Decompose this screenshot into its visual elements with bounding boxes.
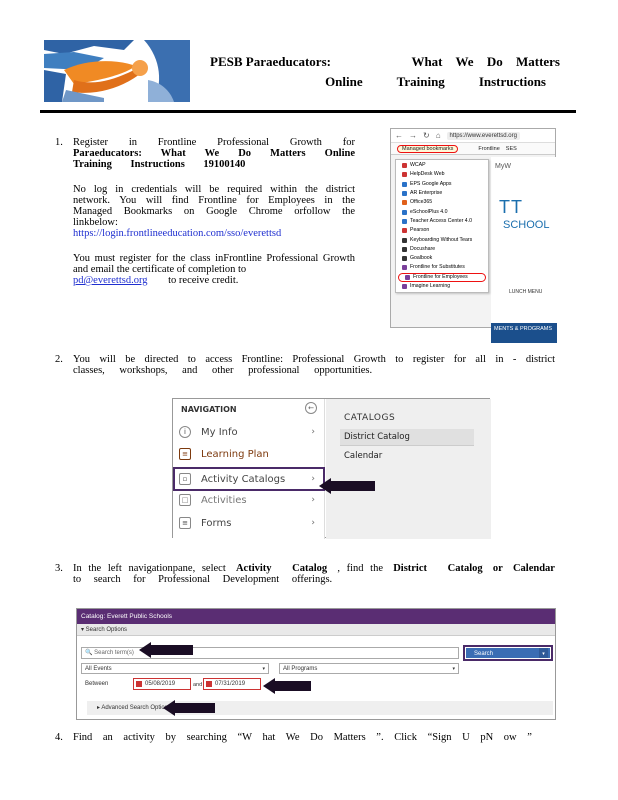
learning-plan-icon: ≡ bbox=[179, 448, 191, 460]
activities-icon: □ bbox=[179, 494, 191, 506]
nav-item-activities[interactable]: □ Activities › bbox=[179, 489, 319, 511]
pointer-arrow-icon bbox=[263, 681, 311, 691]
menu-item[interactable]: Pearson bbox=[396, 226, 488, 235]
school-word: SCHOOL bbox=[503, 219, 550, 231]
event-type-select[interactable]: All Events ▾ bbox=[81, 663, 269, 674]
step-3: 3. In the left navigationpane, select Activity Catalog , find the District Catalog or Calendar to search for Professional Development offerings. bbox=[55, 563, 555, 585]
document-title bbox=[210, 52, 560, 92]
menu-item[interactable]: WCAP bbox=[396, 161, 488, 170]
end-date-field[interactable]: 07/31/2019 bbox=[203, 678, 261, 690]
menu-item[interactable]: Docushare bbox=[396, 245, 488, 254]
catalog-header: Catalog: Everett Public Schools bbox=[77, 609, 555, 624]
menu-item[interactable]: Frontline for Substitutes bbox=[396, 263, 488, 272]
frontline-login-link[interactable]: https://login.frontlineeducation.com/sso/everettsd bbox=[73, 228, 282, 239]
menu-item[interactable]: AR Enterprise bbox=[396, 189, 488, 198]
step2-line1: You will be directed to access Frontline: Professional Growth to register for all in - district bbox=[73, 354, 555, 365]
address-bar[interactable]: https://www.everettsd.org bbox=[447, 132, 520, 140]
step4-text: Find an activity by searching “W hat We Do Matters ”. Click “Sign U pN ow ” bbox=[73, 732, 532, 743]
menu-item[interactable]: Teacher Access Center 4.0 bbox=[396, 217, 488, 226]
bookmark-icon bbox=[402, 228, 407, 233]
district-catalog-item[interactable]: District Catalog bbox=[340, 429, 474, 446]
nav-item-learning-plan[interactable]: ≡ Learning Plan bbox=[179, 443, 319, 465]
chevron-right-icon: › bbox=[311, 495, 315, 505]
catalog-screenshot bbox=[76, 608, 556, 720]
forward-arrow-icon[interactable]: → bbox=[409, 131, 417, 140]
menu-item[interactable]: Keyboarding Without Tears bbox=[396, 235, 488, 244]
between-label: Between bbox=[85, 681, 109, 687]
step-number: 4. bbox=[55, 732, 63, 743]
pointer-arrow-icon bbox=[163, 703, 215, 713]
navigation-pane bbox=[173, 399, 325, 539]
document-subtitle: Online Training Instructions bbox=[325, 74, 546, 89]
browser-screenshot bbox=[390, 128, 556, 332]
bookmark-icon bbox=[402, 219, 407, 224]
navigation-heading: NAVIGATION bbox=[181, 405, 237, 414]
nav-item-activity-catalogs[interactable]: ▫ Activity Catalogs › bbox=[179, 468, 319, 490]
programs-banner: MENTS & PROGRAMS bbox=[491, 323, 557, 343]
pointer-arrow-icon bbox=[319, 481, 375, 491]
step2-line2: classes, workshops, and other professional opportunities. bbox=[73, 365, 373, 376]
step1-line1: Register in Frontline Professional Growth for bbox=[73, 137, 355, 148]
menu-item-frontline-employees[interactable]: Frontline for Employees bbox=[398, 273, 486, 282]
title-part-2: What We Do Matters bbox=[411, 54, 560, 69]
bookmark-icon bbox=[402, 172, 407, 177]
back-arrow-icon[interactable]: ← bbox=[395, 131, 403, 140]
bookmark-icon bbox=[402, 200, 407, 205]
info-icon: i bbox=[179, 426, 191, 438]
browser-nav-bar bbox=[391, 129, 555, 143]
chevron-down-icon: ▾ bbox=[262, 666, 265, 672]
step-4 bbox=[55, 732, 555, 743]
advanced-search-toggle[interactable]: ▸ Advanced Search Options bbox=[87, 701, 553, 715]
navigation-screenshot bbox=[172, 398, 490, 538]
search-input[interactable]: 🔍 Search term(s) bbox=[81, 647, 459, 659]
step-1 bbox=[55, 137, 355, 286]
step-number: 3. bbox=[55, 563, 63, 574]
step3-line2: to search for Professional Development offerings. bbox=[73, 574, 333, 585]
catalog-icon: ▫ bbox=[179, 473, 191, 485]
bookmark-icon bbox=[402, 182, 407, 187]
calendar-item[interactable]: Calendar bbox=[344, 451, 383, 461]
step1-paragraph: No log in credentials will be required within the district network. You will find Frontline for Employees in the Managed Bookmarks on Google Chrome orfollow the linkbelow: bbox=[73, 184, 355, 228]
bookmark-icon bbox=[402, 247, 407, 252]
menu-item[interactable]: Imagine Learning bbox=[396, 282, 488, 291]
home-icon[interactable]: ⌂ bbox=[435, 131, 441, 140]
activity-catalogs-highlight bbox=[173, 467, 325, 491]
catalogs-pane bbox=[326, 399, 491, 539]
search-button[interactable]: Search ▾ bbox=[466, 648, 550, 658]
collapse-icon[interactable]: ← bbox=[305, 402, 317, 414]
catalogs-heading: CATALOGS bbox=[344, 413, 396, 423]
dropdown-caret-icon[interactable]: ▾ bbox=[539, 648, 548, 658]
pd-email-link[interactable]: pd@everettsd.org bbox=[73, 275, 148, 286]
bookmark-icon bbox=[402, 265, 407, 270]
bookmark-dropdown bbox=[395, 159, 489, 293]
bookmark-icon bbox=[402, 238, 407, 243]
menu-item[interactable]: Office365 bbox=[396, 198, 488, 207]
chevron-right-icon: › bbox=[311, 427, 315, 437]
chevron-right-icon: › bbox=[311, 474, 315, 484]
bookmark-bar bbox=[391, 143, 555, 155]
menu-item[interactable]: EPS Google Apps bbox=[396, 180, 488, 189]
menu-item[interactable]: Goalbook bbox=[396, 254, 488, 263]
bookmark-icon bbox=[402, 191, 407, 196]
bookmark-icon bbox=[405, 275, 410, 280]
and-label: and bbox=[193, 682, 203, 688]
step-2 bbox=[55, 354, 555, 376]
pesb-logo bbox=[44, 40, 190, 102]
nav-item-forms[interactable]: ≡ Forms › bbox=[179, 512, 319, 534]
step1-register-text: You must register for the class inFrontline Professional Growth and email the certificate of completion to bbox=[73, 253, 355, 275]
bookmark-icon bbox=[402, 284, 407, 289]
tab-label: MyW bbox=[495, 163, 511, 170]
search-options-toggle[interactable]: ▾ Search Options bbox=[77, 624, 555, 636]
bookmark-icon bbox=[402, 210, 407, 215]
header-rule bbox=[40, 110, 576, 113]
step-number: 1. bbox=[55, 137, 63, 148]
chevron-down-icon: ▾ bbox=[452, 666, 455, 672]
start-date-field[interactable]: 05/08/2019 bbox=[133, 678, 191, 690]
step1-credit-text: to receive credit. bbox=[168, 275, 239, 286]
menu-item[interactable]: HelpDesk Web bbox=[396, 170, 488, 179]
nav-item-my-info[interactable]: i My Info › bbox=[179, 421, 319, 443]
lunch-menu-link[interactable]: LUNCH MENU bbox=[509, 289, 543, 295]
school-page-background bbox=[491, 157, 557, 332]
menu-item[interactable]: eSchoolPlus 4.0 bbox=[396, 207, 488, 216]
reload-icon[interactable]: ↻ bbox=[423, 131, 430, 140]
school-name-fragment: TT bbox=[499, 197, 523, 217]
title-part-1: PESB Paraeducators: bbox=[210, 54, 331, 69]
bookmark-frontline[interactable]: Frontline bbox=[478, 145, 500, 152]
bookmark-icon bbox=[402, 163, 407, 168]
forms-icon: ≡ bbox=[179, 517, 191, 529]
bookmark-icon bbox=[402, 256, 407, 261]
pointer-arrow-icon bbox=[139, 645, 193, 655]
step-number: 2. bbox=[55, 354, 63, 365]
chevron-right-icon: › bbox=[311, 518, 315, 528]
managed-bookmarks-button[interactable]: Managed bookmarks bbox=[397, 145, 458, 153]
bookmark-ses[interactable]: SES bbox=[505, 145, 517, 152]
search-button-highlight bbox=[463, 645, 553, 661]
step1-line2: Paraeducators: What We Do Matters Online bbox=[73, 148, 355, 159]
program-select[interactable]: All Programs ▾ bbox=[279, 663, 459, 674]
step1-line3: Training Instructions 19100140 bbox=[73, 159, 246, 170]
